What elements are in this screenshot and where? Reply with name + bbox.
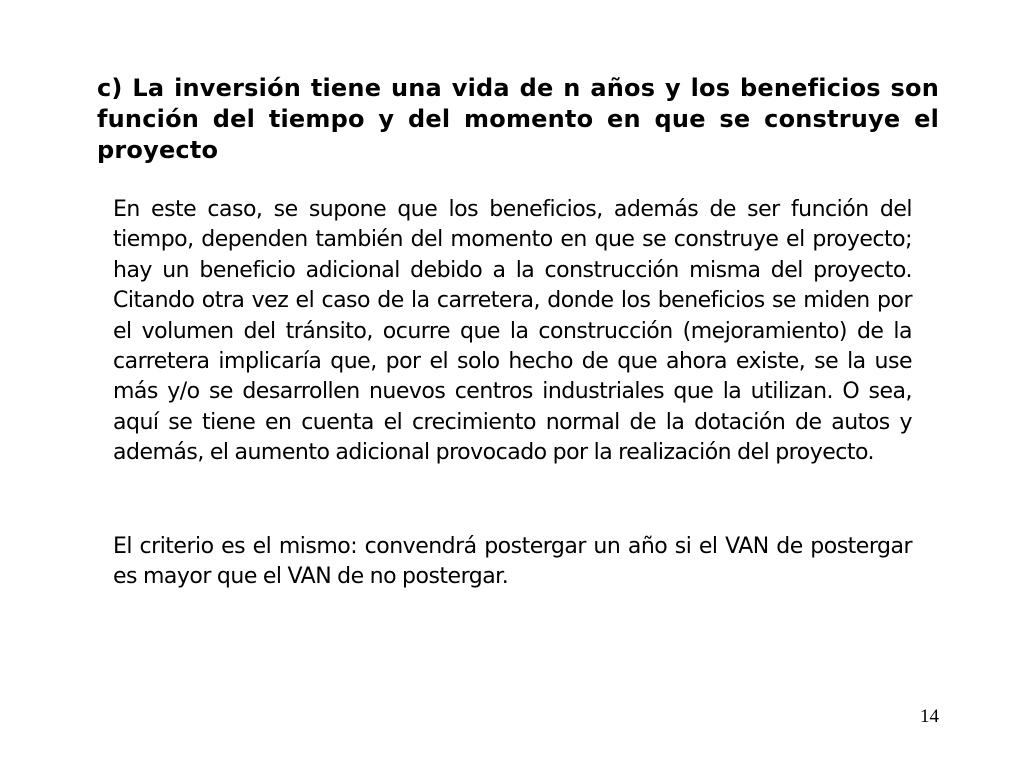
page-number: 14: [920, 706, 939, 727]
body-paragraph-1: En este caso, se supone que los beneficios, además de ser función del tiempo, dependen también del momento en que se construye el proyecto; hay un beneficio adicional debido a la construcción misma del proyecto. Citando otra vez el caso de la carretera, donde los beneficios se miden por el volumen del tránsito, ocurre que la construcción (mejoramiento) de la carretera implicaría que, por el solo hecho de que ahora existe, se la use más y/o se desarrollen nuevos centros industriales que la utilizan. O sea, aquí se tiene en cuenta el crecimiento normal de la dotación de autos y además, el aumento adicional provocado por la realización del proyecto.: [113, 197, 912, 466]
slide-heading: c) La inversión tiene una vida de n años y los beneficios son función del tiempo y del momento en que se construye el proyecto: [97, 74, 939, 164]
body-paragraph-2: El criterio es el mismo: convendrá postergar un año si el VAN de postergar es mayor que el VAN de no postergar.: [113, 534, 912, 590]
